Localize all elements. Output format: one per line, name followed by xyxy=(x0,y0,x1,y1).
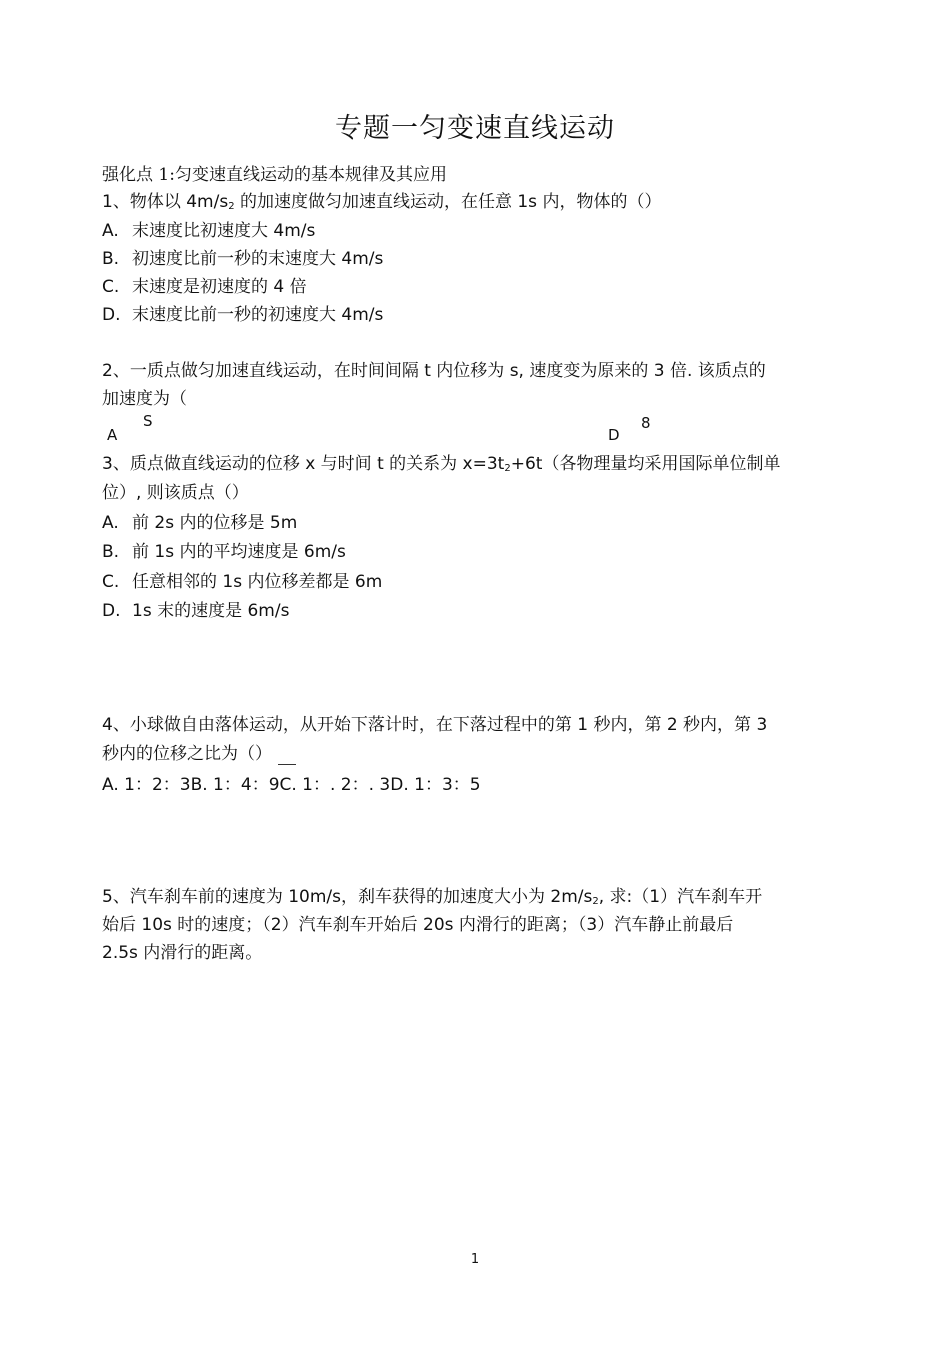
q5-text-2: , 求:（1）汽车刹车开 xyxy=(598,887,763,907)
question-5-line-3: 2.5s 内滑行的距离。 xyxy=(102,943,263,963)
option-text: 1s 末的速度是 6m/s xyxy=(132,601,290,621)
q4-text: 秒内的位移之比为（） xyxy=(102,744,272,764)
option-text: 初速度比前一秒的末速度大 4m/s xyxy=(132,249,384,269)
q5-text: 5、汽车刹车前的速度为 10m/s，刹车获得的加速度大小为 2m/s xyxy=(102,887,593,907)
option-letter: C. xyxy=(102,572,120,592)
answer-blank xyxy=(278,746,296,765)
option-letter: C. xyxy=(102,277,120,297)
q3-option-c xyxy=(102,569,382,595)
page-number: 1 xyxy=(470,1252,480,1267)
q2-option-a-fragment: S xyxy=(143,412,153,430)
option-letter: A. xyxy=(102,221,119,241)
q1-option-a xyxy=(102,218,315,244)
q1-option-c xyxy=(102,274,307,300)
option-letter: B. xyxy=(102,542,120,562)
question-1-stem xyxy=(102,189,854,220)
q3-option-d xyxy=(102,598,289,624)
question-2-line-1: 2、一质点做匀加速直线运动，在时间间隔 t 内位移为 s, 速度变为原来的 3 倍. 该质点的 xyxy=(102,361,766,381)
q1-stem-text-2: 的加速度做匀加速直线运动，在任意 1s 内，物体的（） xyxy=(234,192,662,212)
q1-option-b xyxy=(102,246,383,272)
question-2-line-2: 加速度为（ xyxy=(102,389,187,409)
q1-stem-text: 1、物体以 4m/s xyxy=(102,192,229,212)
option-text: 前 2s 内的位移是 5m xyxy=(132,513,298,533)
question-4-line-2 xyxy=(102,741,854,767)
q1-option-d xyxy=(102,302,383,328)
section-heading: 强化点 1:匀变速直线运动的基本规律及其应用 xyxy=(102,165,447,185)
question-5-line-2: 始后 10s 时的速度；（2）汽车刹车开始后 20s 内滑行的距离；（3）汽车静止前最后 xyxy=(102,915,734,935)
q3-subscript: 2 xyxy=(504,463,511,474)
question-5-line-1 xyxy=(102,884,854,915)
q3-option-a xyxy=(102,510,297,536)
option-letter: B. xyxy=(102,249,120,269)
q3-option-b xyxy=(102,539,346,565)
q2-option-a-letter: A xyxy=(107,426,118,444)
q2-option-d-fragment: 8 xyxy=(641,414,651,432)
q1-stem-subscript: 2 xyxy=(228,201,235,212)
option-letter: D. xyxy=(102,305,121,325)
option-text: 任意相邻的 1s 内位移差都是 6m xyxy=(132,572,383,592)
page-title: 专题一匀变速直线运动 xyxy=(335,113,615,144)
q3-text: 3、质点做直线运动的位移 x 与时间 t 的关系为 x=3t xyxy=(102,454,505,474)
option-text: 末速度比前一秒的初速度大 4m/s xyxy=(132,305,384,325)
option-letter: D. xyxy=(102,601,121,621)
option-text: 前 1s 内的平均速度是 6m/s xyxy=(132,542,346,562)
option-letter: A. xyxy=(102,513,119,533)
q5-subscript: 2 xyxy=(592,896,599,907)
question-3-line-2: 位）, 则该质点（） xyxy=(102,483,249,503)
option-text: 末速度比初速度大 4m/s xyxy=(132,221,316,241)
question-4-line-1: 4、小球做自由落体运动，从开始下落计时，在下落过程中的第 1 秒内，第 2 秒内，第 3 xyxy=(102,715,768,735)
option-text: 末速度是初速度的 4 倍 xyxy=(132,277,307,297)
q3-text-2: +6t（各物理量均采用国际单位制单 xyxy=(510,454,781,474)
q2-option-d-letter: D xyxy=(608,426,620,444)
question-3-line-1 xyxy=(102,451,854,482)
question-4-options: A. 1：2：3B. 1：4：9C. 1：. 2：. 3D. 1：3：5 xyxy=(102,775,481,795)
